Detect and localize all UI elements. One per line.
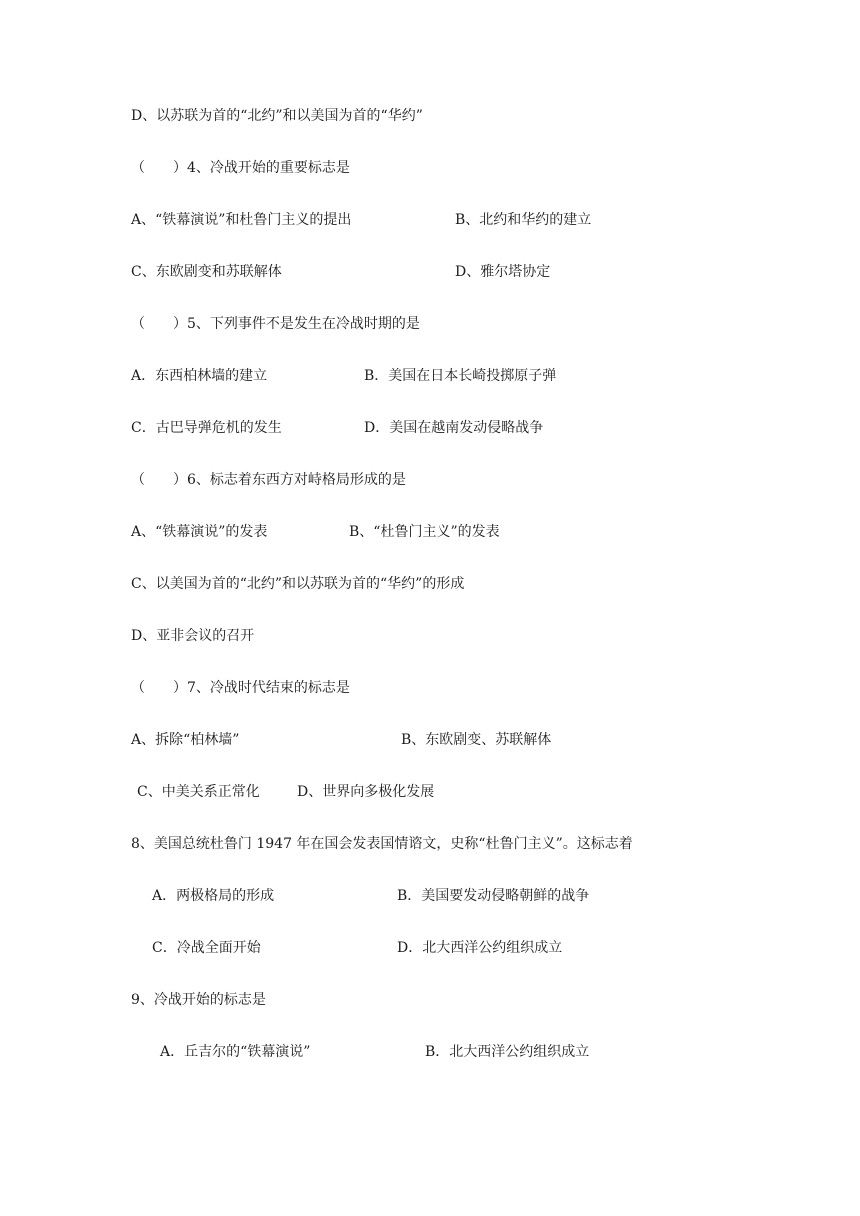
option-6d: D、亚非会议的召开 <box>131 628 255 644</box>
option-6a: A、“铁幕演说”的发表 <box>131 524 268 540</box>
question-4: （ ）4、冷战开始的重要标志是 <box>131 160 350 176</box>
option-8c: C．冷战全面开始 <box>152 940 261 956</box>
option-5d: D．美国在越南发动侵略战争 <box>364 420 544 436</box>
option-7d: D、世界向多极化发展 <box>297 784 435 800</box>
option-7c: C、中美关系正常化 <box>137 784 260 800</box>
option-3d: D、以苏联为首的“北约”和以美国为首的“华约” <box>131 108 423 124</box>
option-4c: C、东欧剧变和苏联解体 <box>131 264 282 280</box>
question-6: （ ）6、标志着东西方对峙格局形成的是 <box>131 472 406 488</box>
option-7b: B、东欧剧变、苏联解体 <box>401 732 552 748</box>
option-5a: A．东西柏林墙的建立 <box>131 368 268 384</box>
question-8: 8、美国总统杜鲁门 1947 年在国会发表国情谘文，史称“杜鲁门主义”。这标志着 <box>131 836 633 852</box>
option-6c: C、以美国为首的“北约”和以苏联为首的“华约”的形成 <box>131 576 465 592</box>
option-9b: B．北大西洋公约组织成立 <box>425 1044 590 1060</box>
option-8a: A．两极格局的形成 <box>152 888 275 904</box>
option-5b: B．美国在日本长崎投掷原子弹 <box>364 368 557 384</box>
option-8d: D．北大西洋公约组织成立 <box>397 940 563 956</box>
option-5c: C．古巴导弹危机的发生 <box>131 420 282 436</box>
option-8b: B．美国要发动侵略朝鲜的战争 <box>397 888 590 904</box>
option-9a: A．丘吉尔的“铁幕演说” <box>160 1044 311 1060</box>
option-4a: A、“铁幕演说”和杜鲁门主义的提出 <box>131 212 352 228</box>
option-4b: B、北约和华约的建立 <box>455 212 592 228</box>
option-6b: B、“杜鲁门主义”的发表 <box>349 524 500 540</box>
question-9: 9、冷战开始的标志是 <box>131 992 266 1008</box>
option-7a: A、拆除“柏林墙” <box>131 732 240 748</box>
option-4d: D、雅尔塔协定 <box>455 264 551 280</box>
question-5: （ ）5、下列事件不是发生在冷战时期的是 <box>131 316 420 332</box>
question-7: （ ）7、冷战时代结束的标志是 <box>131 680 350 696</box>
